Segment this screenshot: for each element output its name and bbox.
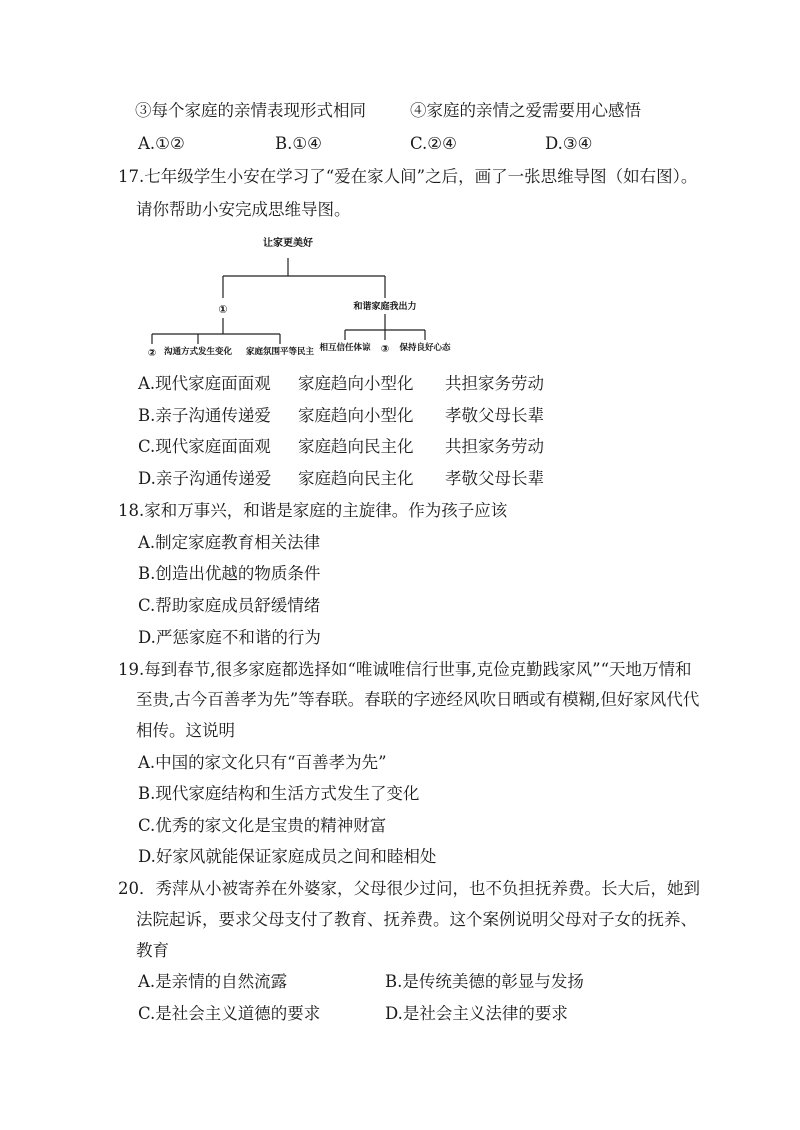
mind-map-leaf-atmosphere: 家庭氛围平等民主	[245, 347, 315, 357]
q17-option-c-col1: C.现代家庭面面观	[138, 437, 271, 456]
q18-option-c: C.帮助家庭成员舒缓情绪	[138, 596, 321, 615]
q17-option-c-col3: 共担家务劳动	[445, 437, 544, 456]
q17-option-a-col3: 共担家务劳动	[445, 374, 544, 393]
q17-stem-line-1: 17.七年级学生小安在学习了“爱在家人间”之后，画了一张思维导图（如右图）。	[118, 167, 698, 186]
mind-map-diagram	[130, 228, 470, 364]
q16-option-c: C.②④	[410, 134, 457, 153]
q17-option-b-col1: B.亲子沟通传递爱	[138, 406, 271, 425]
q17-option-d-col3: 孝敬父母长辈	[445, 469, 544, 488]
q18-option-d: D.严惩家庭不和谐的行为	[138, 628, 321, 647]
q19-stem-line-2: 至贵,古今百善孝为先”等春联。春联的字迹经风吹日晒或有模糊,但好家风代代	[136, 690, 700, 709]
q20-stem-line-3: 教育	[136, 941, 169, 960]
q17-option-b-col3: 孝敬父母长辈	[445, 406, 544, 425]
mind-map-branch-2: 和谐家庭我出力	[353, 302, 417, 312]
q20-option-c: C.是社会主义道德的要求	[138, 1004, 321, 1023]
q17-option-a-col2: 家庭趋向小型化	[298, 374, 414, 393]
q19-option-a: A.中国的家文化只有“百善孝为先”	[138, 753, 387, 772]
q19-stem-line-1: 19.每到春节,很多家庭都选择如“唯诚唯信行世事,克俭克勤践家风”“天地万情和	[118, 660, 692, 679]
mind-map-leaf-3: ③	[380, 344, 390, 355]
q20-stem-line-1: 20．秀萍从小被寄养在外婆家，父母很少过问，也不负担抚养费。长大后，她到	[118, 879, 700, 898]
q20-option-d: D.是社会主义法律的要求	[385, 1004, 568, 1023]
q17-option-d-col1: D.亲子沟通传递爱	[138, 469, 272, 488]
q17-option-a-col1: A.现代家庭面面观	[138, 374, 271, 393]
q17-stem-line-2: 请你帮助小安完成思维导图。	[136, 200, 351, 219]
q19-option-d: D.好家风就能保证家庭成员之间和睦相处	[138, 847, 437, 866]
q18-option-b: B.创造出优越的物质条件	[138, 564, 321, 583]
q16-option-d: D.③④	[545, 134, 593, 153]
mind-map-leaf-trust: 相互信任体谅	[319, 343, 371, 353]
q17-option-b-col2: 家庭趋向小型化	[298, 406, 414, 425]
q18-stem: 18.家和万事兴，和谐是家庭的主旋律。作为孩子应该	[118, 501, 508, 520]
q20-option-b: B.是传统美德的彰显与发扬	[385, 972, 584, 991]
mind-map-leaf-communication: 沟通方式发生变化	[163, 347, 233, 357]
mind-map-leaf-mindset: 保持良好心态	[399, 343, 451, 353]
q17-option-d-col2: 家庭趋向民主化	[298, 469, 414, 488]
q20-stem-line-2: 法院起诉，要求父母支付了教育、抚养费。这个案例说明父母对子女的抚养、	[136, 910, 697, 929]
q16-option-b: B.①④	[275, 134, 322, 153]
q19-stem-line-3: 相传。这说明	[136, 721, 235, 740]
q16-statement-4: ④家庭的亲情之爱需要用心感悟	[410, 101, 641, 120]
q18-option-a: A.制定家庭教育相关法律	[138, 533, 321, 552]
q19-option-c: C.优秀的家文化是宝贵的精神财富	[138, 816, 387, 835]
q16-option-a: A.①②	[138, 134, 185, 153]
mind-map-root: 让家更美好	[263, 238, 313, 249]
q20-option-a: A.是亲情的自然流露	[138, 972, 288, 991]
mind-map-branch-1: ①	[218, 303, 228, 316]
q19-option-b: B.现代家庭结构和生活方式发生了变化	[138, 784, 420, 803]
q17-option-c-col2: 家庭趋向民主化	[298, 437, 414, 456]
q16-statement-3: ③每个家庭的亲情表现形式相同	[135, 101, 366, 120]
mind-map-leaf-2: ②	[147, 348, 157, 359]
